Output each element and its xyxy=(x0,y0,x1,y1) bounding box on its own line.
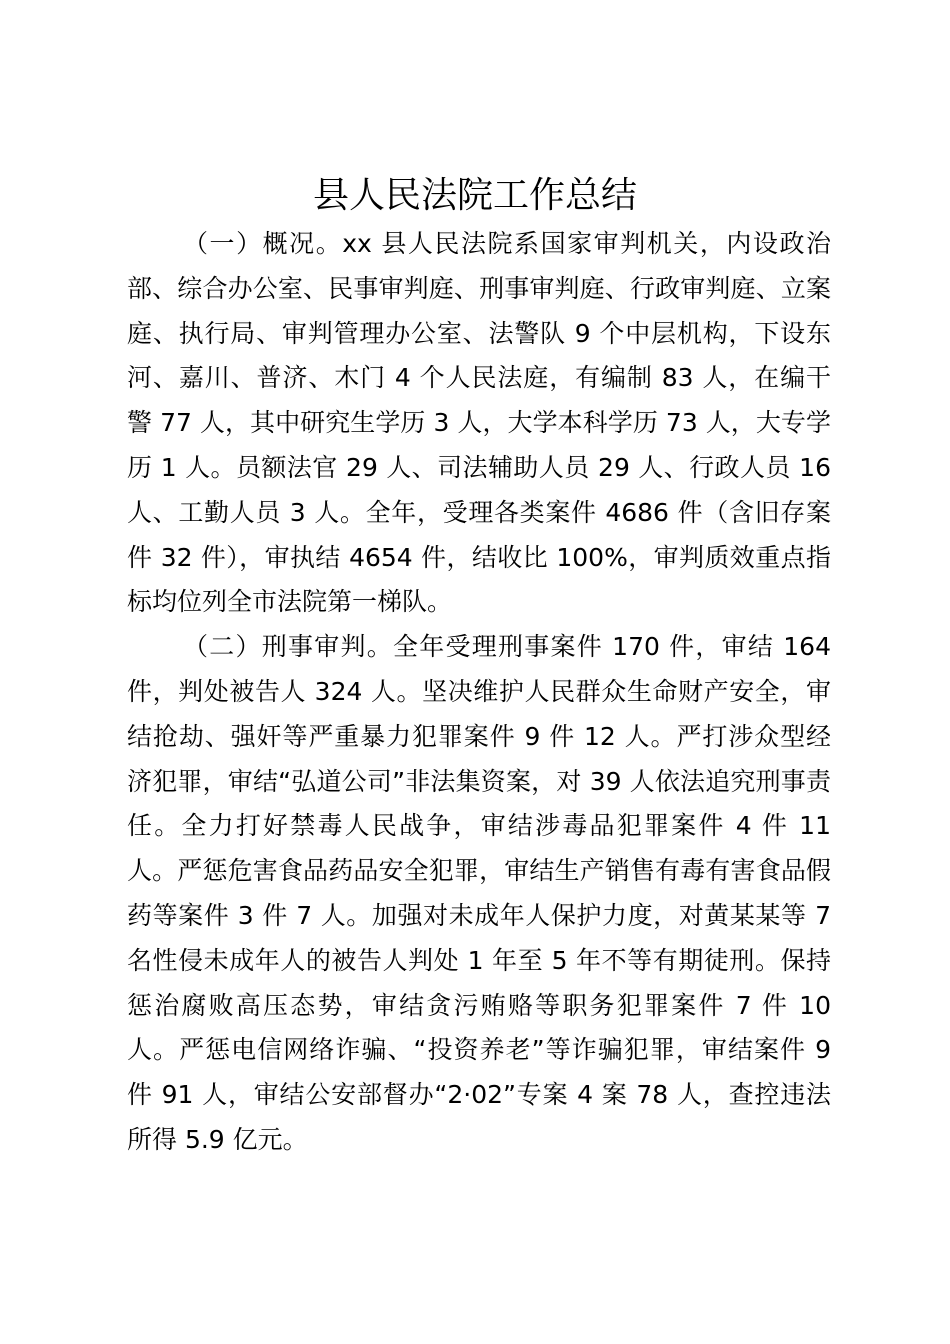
document-body xyxy=(127,222,831,1163)
paragraph-criminal-trial: （二）刑事审判。全年受理刑事案件 170 件，审结 164 件，判处被告人 324 人。坚决维护人民群众生命财产安全，审结抢劫、强奸等严重暴力犯罪案件 9 件 12 人。严打涉众型经济犯罪，审结“弘道公司”非法集资案，对 39 人依法追究刑事责任。全力打好禁毒人民战争，审结涉毒品犯罪案件 4 件 11 人。严惩危害食品药品安全犯罪，审结生产销售有毒有害食品假药等案件 3 件 7 人。加强对未成年人保护力度，对黄某某等 7 名性侵未成年人的被告人判处 1 年至 5 年不等有期徒刑。保持惩治腐败高压态势，审结贪污贿赂等职务犯罪案件 7 件 10 人。严惩电信网络诈骗、“投资养老”等诈骗犯罪，审结案件 9 件 91 人，审结公安部督办“2·02”专案 4 案 78 人，查控违法所得 5.9 亿元。 xyxy=(127,632,831,1154)
document-title: 县人民法院工作总结 xyxy=(312,175,637,216)
paragraph-overview: （一）概况。xx 县人民法院系国家审判机关，内设政治部、综合办公室、民事审判庭、刑事审判庭、行政审判庭、立案庭、执行局、审判管理办公室、法警队 9 个中层机构，下设东河、嘉川、普济、木门 4 个人民法庭，有编制 83 人，在编干警 77 人，其中研究生学历 3 人，大学本科学历 73 人，大专学历 1 人。员额法官 29 人、司法辅助人员 29 人、行政人员 16 人、工勤人员 3 人。全年，受理各类案件 4686 件（含旧存案件 32 件），审执结 4654 件，结收比 100%，审判质效重点指标均位列全市法院第一梯队。 xyxy=(127,229,831,617)
